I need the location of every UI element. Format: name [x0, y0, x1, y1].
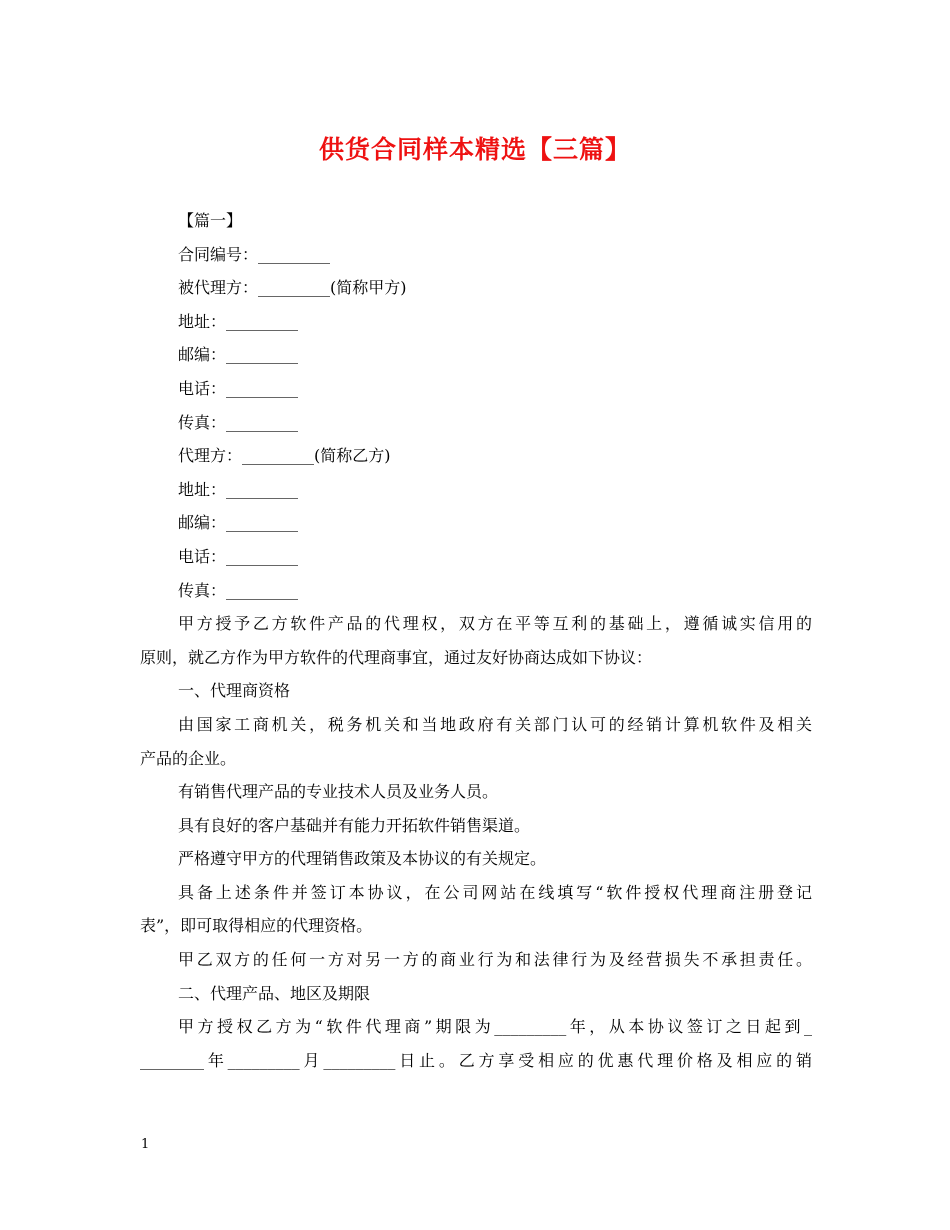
paragraph-line: 原则，就乙方作为甲方软件的代理商事宜，通过友好协商达成如下协议：	[140, 647, 653, 667]
paragraph-line: 由国家工商机关，税务机关和当地政府有关部门认可的经销计算机软件及相关	[178, 714, 812, 734]
principal-fax-field: 传真：_________	[178, 412, 299, 432]
paragraph-line: 具备上述条件并签订本协议，在公司网站在线填写“软件授权代理商注册登记	[178, 882, 812, 902]
document-title: 供货合同样本精选【三篇】	[318, 135, 631, 164]
principal-phone-field: 电话：_________	[178, 378, 299, 398]
agent-postcode-field: 邮编：_________	[178, 513, 299, 533]
paragraph-line: 有销售代理产品的专业技术人员及业务人员。	[178, 782, 499, 802]
paragraph-line: 甲乙双方的任何一方对另一方的商业行为和法律行为及经营损失不承担责任。	[178, 950, 812, 970]
section-heading: 【篇一】	[178, 211, 243, 230]
document-body	[140, 204, 812, 1077]
page-number: 1	[141, 1137, 150, 1152]
principal-address-field: 地址：_________	[178, 311, 299, 331]
paragraph-line: 表”，即可取得相应的代理资格。	[140, 916, 373, 936]
agent-address-field: 地址：_________	[178, 479, 299, 499]
agent-phone-field: 电话：_________	[178, 546, 299, 566]
paragraph-line: 产品的企业。	[140, 748, 237, 768]
contract-number-field: 合同编号：_________	[178, 244, 331, 264]
agent-fax-field: 传真：_________	[178, 580, 299, 600]
agent-party-field: 代理方：_________(简称乙方)	[178, 446, 391, 466]
paragraph-line: 严格遵守甲方的代理销售政策及本协议的有关规定。	[178, 849, 547, 869]
paragraph-line: 甲方授权乙方为“软件代理商”期限为_________年，从本协议签订之日起到_	[178, 1017, 812, 1037]
principal-postcode-field: 邮编：_________	[178, 345, 299, 365]
clause-heading: 一、代理商资格	[178, 681, 291, 701]
paragraph-line: 甲方授予乙方软件产品的代理权，双方在平等互利的基础上，遵循诚实信用的	[178, 614, 812, 634]
paragraph-line: ________年_________月_________日止。乙方享受相应的优惠代理价格及相应的销	[140, 1050, 812, 1070]
clause-heading: 二、代理产品、地区及期限	[178, 983, 371, 1003]
paragraph-line: 具有良好的客户基础并有能力开拓软件销售渠道。	[178, 815, 531, 835]
principal-party-field: 被代理方：_________(简称甲方)	[178, 278, 407, 298]
